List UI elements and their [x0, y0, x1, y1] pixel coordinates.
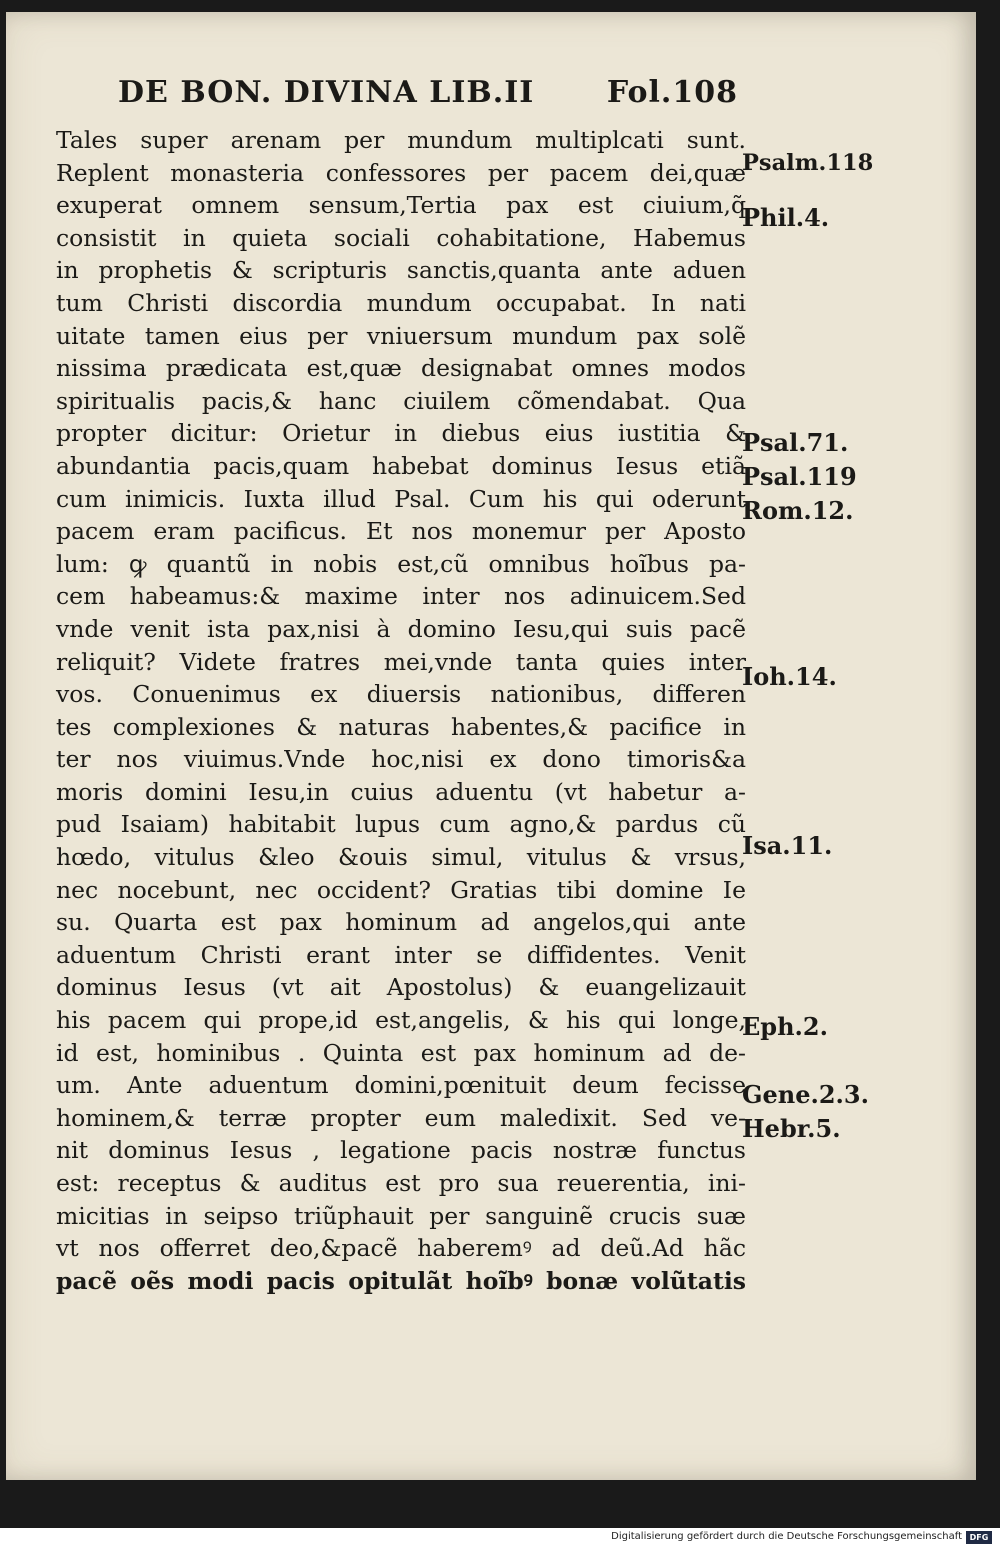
header-title: DE BON. DIVINA LIB.II	[118, 74, 535, 110]
text-line: cum inimicis. Iuxta illud Psal. Cum his qui oderunt	[56, 484, 746, 513]
text-line: pacem eram pacificus. Et nos monemur per Aposto	[56, 517, 746, 546]
margin-note-isa: Isa.11.	[742, 831, 833, 860]
text-line: vnde venit ista pax,nisi à domino Iesu,qui suis pacẽ	[56, 614, 746, 643]
text-line: in prophetis & scripturis sanctis,quanta ante aduen	[56, 256, 746, 285]
text-line: tes complexiones & naturas habentes,& pacifice in	[56, 712, 746, 741]
body-text	[56, 124, 746, 1297]
text-line: micitias in seipso triũphauit per sanguinẽ crucis suæ	[56, 1201, 746, 1230]
text-line: vos. Conuenimus ex diuersis nationibus, differen	[56, 680, 746, 709]
folio-number: Fol.108	[606, 74, 738, 110]
margin-note-gene: Gene.2.3.	[742, 1080, 869, 1109]
text-line: spiritualis pacis,& hanc ciuilem cõmendabat. Qua	[56, 386, 746, 415]
margin-note-ioh: Ioh.14.	[742, 662, 837, 691]
text-line: hœdo, vitulus &leo &ouis simul, vitulus & vrsus,	[56, 843, 746, 872]
text-line: nissima prædicata est,quæ designabat omnes modos	[56, 354, 746, 383]
text-line: tum Christi discordia mundum occupabat. In nati	[56, 288, 746, 317]
funding-credit: Digitalisierung gefördert durch die Deutsche Forschungsgemeinschaft	[611, 1531, 962, 1542]
text-line: exuperat omnem sensum,Tertia pax est ciuium,q̃	[56, 191, 746, 220]
text-line: pacẽ oẽs modi pacis opitulãt hoĩbꝰ bonæ volũtatis	[56, 1266, 746, 1295]
text-line: dominus Iesus (vt ait Apostolus) & euangelizauit	[56, 973, 746, 1002]
margin-note-hebr: Hebr.5.	[742, 1114, 841, 1143]
text-line: his pacem qui prope,id est,angelis, & his qui longe,	[56, 1006, 746, 1035]
text-line: reliquit? Videte fratres mei,vnde tanta quies inter	[56, 647, 746, 676]
margin-note-psalm: Psalm.118	[742, 150, 874, 176]
margin-note-psal119: Psal.119	[742, 462, 857, 491]
text-line: hominem,& terræ propter eum maledixit. Sed ve-	[56, 1103, 746, 1132]
margin-note-psal71: Psal.71.	[742, 428, 849, 457]
margin-note-rom: Rom.12.	[742, 496, 854, 525]
text-line: propter dicitur: Orietur in diebus eius iustitia &	[56, 419, 746, 448]
text-line: uitate tamen eius per vniuersum mundum pax solẽ	[56, 321, 746, 350]
dfg-logo: DFG	[966, 1531, 992, 1544]
text-line: Replent monasteria confessores per pacem dei,quæ	[56, 158, 746, 187]
text-line: nit dominus Iesus , legatione pacis nostræ functus	[56, 1136, 746, 1165]
text-line: ter nos viuimus.Vnde hoc,nisi ex dono timoris&a	[56, 745, 746, 774]
text-line: id est, hominibus . Quinta est pax hominum ad de-	[56, 1038, 746, 1067]
text-line: lum: ꝙ quantũ in nobis est,cũ omnibus hoĩbus pa-	[56, 549, 746, 578]
text-line: aduentum Christi erant inter se diffidentes. Venit	[56, 940, 746, 969]
text-line: vt nos offerret deo,&pacẽ haberemꝰ ad deũ.Ad hãc	[56, 1234, 746, 1263]
text-line: um. Ante aduentum domini,pœnituit deum fecisse	[56, 1071, 746, 1100]
text-line: moris domini Iesu,in cuius aduentu (vt habetur a-	[56, 777, 746, 806]
text-line: Tales super arenam per mundum multiplcati sunt.	[56, 126, 746, 154]
text-line: abundantia pacis,quam habebat dominus Iesus etiã	[56, 451, 746, 480]
text-line: su. Quarta est pax hominum ad angelos,qui ante	[56, 908, 746, 937]
margin-note-eph: Eph.2.	[742, 1012, 828, 1041]
text-line: pud Isaiam) habitabit lupus cum agno,& pardus cũ	[56, 810, 746, 839]
text-line: nec nocebunt, nec occident? Gratias tibi domine Ie	[56, 875, 746, 904]
margin-note-phil: Phil.4.	[742, 203, 830, 232]
text-line: consistit in quieta sociali cohabitatione, Habemus	[56, 223, 746, 252]
running-header	[118, 70, 738, 114]
footer-bar	[0, 1528, 1000, 1548]
text-line: est: receptus & auditus est pro sua reuerentia, ini-	[56, 1169, 746, 1197]
text-line: cem habeamus:& maxime inter nos adinuicem.Sed	[56, 582, 746, 611]
